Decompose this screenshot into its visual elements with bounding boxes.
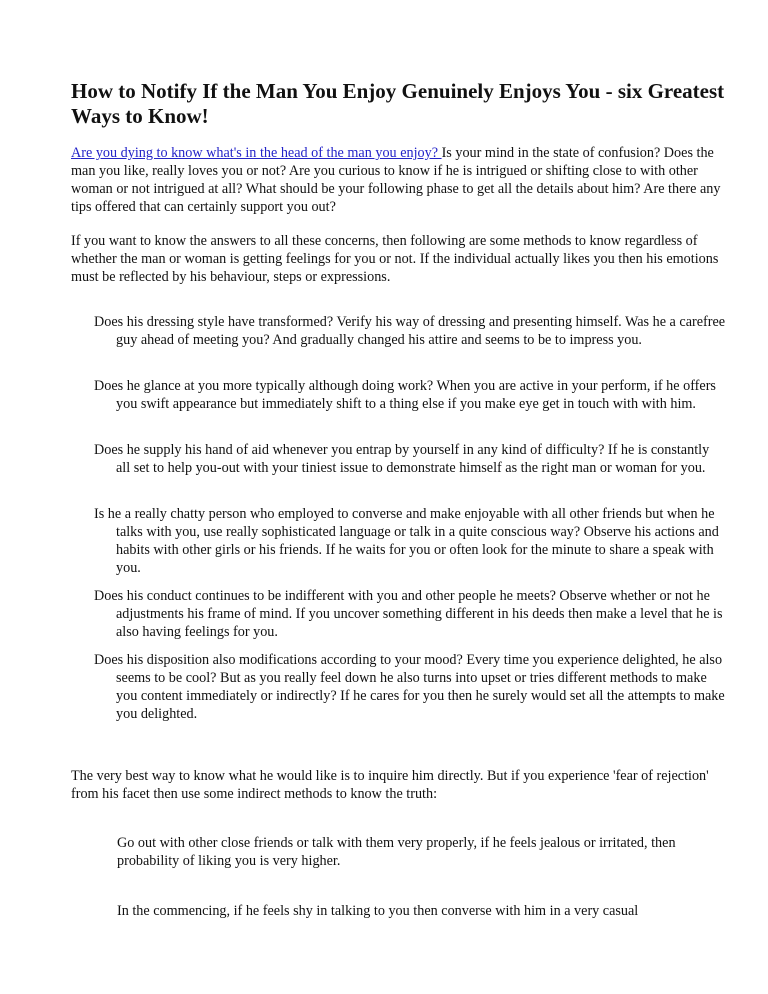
article-title: How to Notify If the Man You Enjoy Genuinely Enjoys You - six Greatest Ways to Know! <box>71 79 725 128</box>
sign-item-glance: Does he glance at you more typically although doing work? When you are active in your perform, if he offers you swift appearance but immediately shift to a thing else if you make eye get in touch with with him. <box>94 378 716 412</box>
intro-text: Is your mind in the state of confusion? Does the man you like, really loves you or not? Are you curious to know if he is intrigued or shifting close to with other woman or not intrigued at all? What should be your following phase to get all the details about him? Are there any tips offered that can certainly support you out? <box>71 145 721 215</box>
intro-paragraph <box>71 144 721 216</box>
paragraph-ask-directly: The very best way to know what he would like is to inquire him directly. But if you experience 'fear of rejection' from his facet then use some indirect methods to know the truth: <box>71 768 709 802</box>
sign-item-chatty: Is he a really chatty person who employed to converse and make enjoyable with all other friends but when he talks with you, use really sophisticated language or talk in a quite conscious way? Observe his actions and habits with other girls or his friends. If he waits for you or often look for the minute to share a speak with you. <box>94 506 719 576</box>
paragraph-answers: If you want to know the answers to all these concerns, then following are some methods to know regardless of whether the man or woman is getting feelings for you or not. If the individual actually likes you then his emotions must be reflected by his behaviour, steps or expressions. <box>71 233 719 285</box>
sign-item-conduct: Does his conduct continues to be indifferent with you and other people he meets? Observe whether or not he adjustments his frame of mind. If you uncover something different in his deeds then make a level that he is also having feelings for you. <box>94 588 723 640</box>
sign-item-mood: Does his disposition also modifications according to your mood? Every time you experience delighted, he also seems to be cool? But as you really feel down he also turns into upset or tries different methods to make you content immediately or indirectly? If he cares for you then he surely would set all the attempts to make you delighted. <box>94 652 725 722</box>
sign-item-dressing: Does his dressing style have transformed? Verify his way of dressing and presenting himself. Was he a carefree guy ahead of meeting you? And gradually changed his attire and seems to be to impress you. <box>94 314 726 348</box>
method-item-friends: Go out with other close friends or talk with them very properly, if he feels jealous or irritated, then probability of liking you is very higher. <box>117 835 676 869</box>
method-item-shy: In the commencing, if he feels shy in talking to you then converse with him in a very casual <box>117 903 639 919</box>
intro-link[interactable]: Are you dying to know what's in the head of the man you enjoy? <box>71 145 442 161</box>
sign-item-help: Does he supply his hand of aid whenever you entrap by yourself in any kind of difficulty? If he is constantly all set to help you-out with your tiniest issue to demonstrate himself as the right man or woman for you. <box>94 442 710 476</box>
